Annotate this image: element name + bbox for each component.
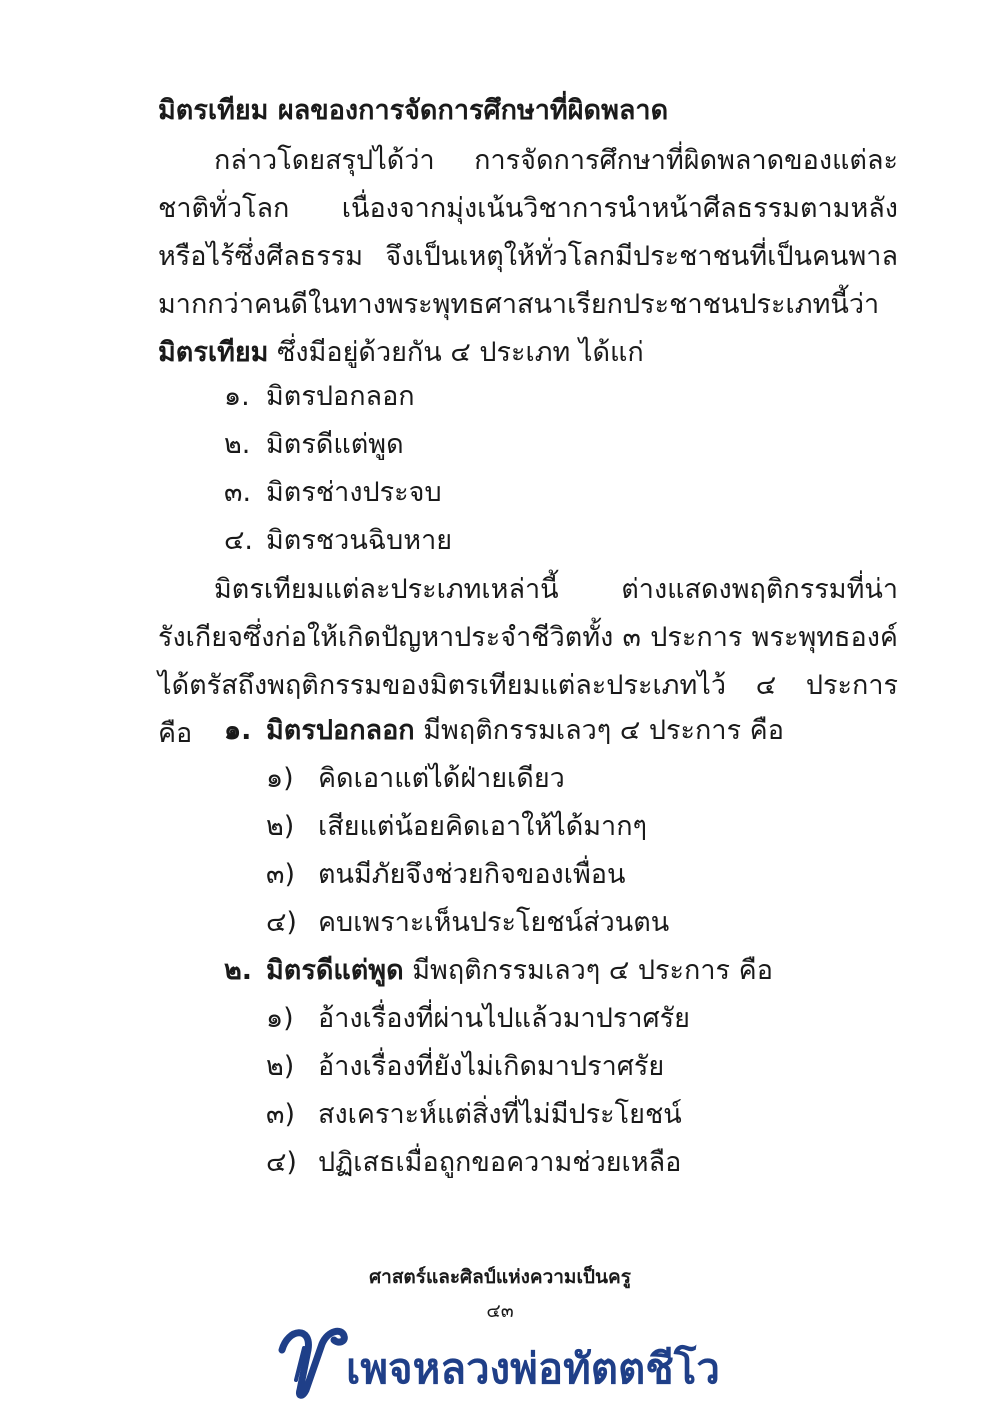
section-heading: มิตรเทียม ผลของการจัดการศึกษาที่ผิดพลาด <box>158 95 669 126</box>
logo-text: เพจหลวงพ่อทัตตชีโว <box>346 1344 720 1393</box>
list-item: ๒. มิตรดีแต่พูด <box>224 429 404 460</box>
sub-list-item: ๔) คบเพราะเห็นประโยชน์ส่วนตน <box>266 907 670 938</box>
intro-text: กล่าวโดยสรุปได้ว่า การจัดการศึกษาที่ผิดพลาดของแต่ละชาติทั่วโลก เนื่องจากมุ่งเน้นวิชาการนำหน้าศีลธรรมตามหลังหรือไร้ซึ่งศีลธรรม จึงเป็นเหตุให้ทั่วโลกมีประชาชนที่เป็นคนพาลมากกว่าคนดีในทางพระพุทธศาสนาเรียกประชาชนประเภทนี้ว่า <box>158 145 898 320</box>
page-number: ๔๓ <box>486 1300 514 1322</box>
list-item: ๔. มิตรชวนฉิบหาย <box>224 525 453 556</box>
sub-list-item: ๔) ปฏิเสธเมื่อถูกขอความช่วยเหลือ <box>266 1147 682 1178</box>
section-title: ๑. มิตรปอกลอก มีพฤติกรรมเลวๆ ๔ ประการ คือ <box>224 715 784 746</box>
footer-title: ศาสตร์และศิลป์แห่งความเป็นครู <box>369 1266 631 1288</box>
list-item: ๓. มิตรช่างประจบ <box>224 477 442 508</box>
sub-list-item: ๑) อ้างเรื่องที่ผ่านไปแล้วมาปราศรัย <box>266 1003 690 1034</box>
sub-list-item: ๒) เสียแต่น้อยคิดเอาให้ได้มากๆ <box>266 811 648 842</box>
explanation-paragraph: มิตรเทียมแต่ละประเภทเหล่านี้ ต่างแสดงพฤติกรรมที่น่ารังเกียจซึ่งก่อให้เกิดปัญหาประจำชีวิตทั้ง ๓ ประการ พระพุทธองค์ได้ตรัสถึงพฤติกรรมของมิตรเทียมแต่ละประเภทไว้ ๔ ประการ คือ <box>158 574 898 749</box>
section-title: ๒. มิตรดีแต่พูด มีพฤติกรรมเลวๆ ๔ ประการ คือ <box>224 955 773 986</box>
intro-paragraph <box>158 137 898 377</box>
sub-list-item: ๓) สงเคราะห์แต่สิ่งที่ไม่มีประโยชน์ <box>266 1099 682 1130</box>
sub-list-item: ๒) อ้างเรื่องที่ยังไม่เกิดมาปราศรัย <box>266 1051 665 1082</box>
sub-list-item: ๓) ตนมีภัยจึงช่วยกิจของเพื่อน <box>266 859 626 890</box>
sub-list-item: ๑) คิดเอาแต่ได้ฝ่ายเดียว <box>266 763 565 794</box>
page-logo <box>278 1320 728 1400</box>
list-item: ๑. มิตรปอกลอก <box>224 381 415 412</box>
intro-text-end: ซึ่งมีอยู่ด้วยกัน ๔ ประเภท ได้แก่ <box>277 337 644 368</box>
brush-logo-icon <box>278 1320 350 1400</box>
intro-bold-term: มิตรเทียม <box>158 337 269 368</box>
